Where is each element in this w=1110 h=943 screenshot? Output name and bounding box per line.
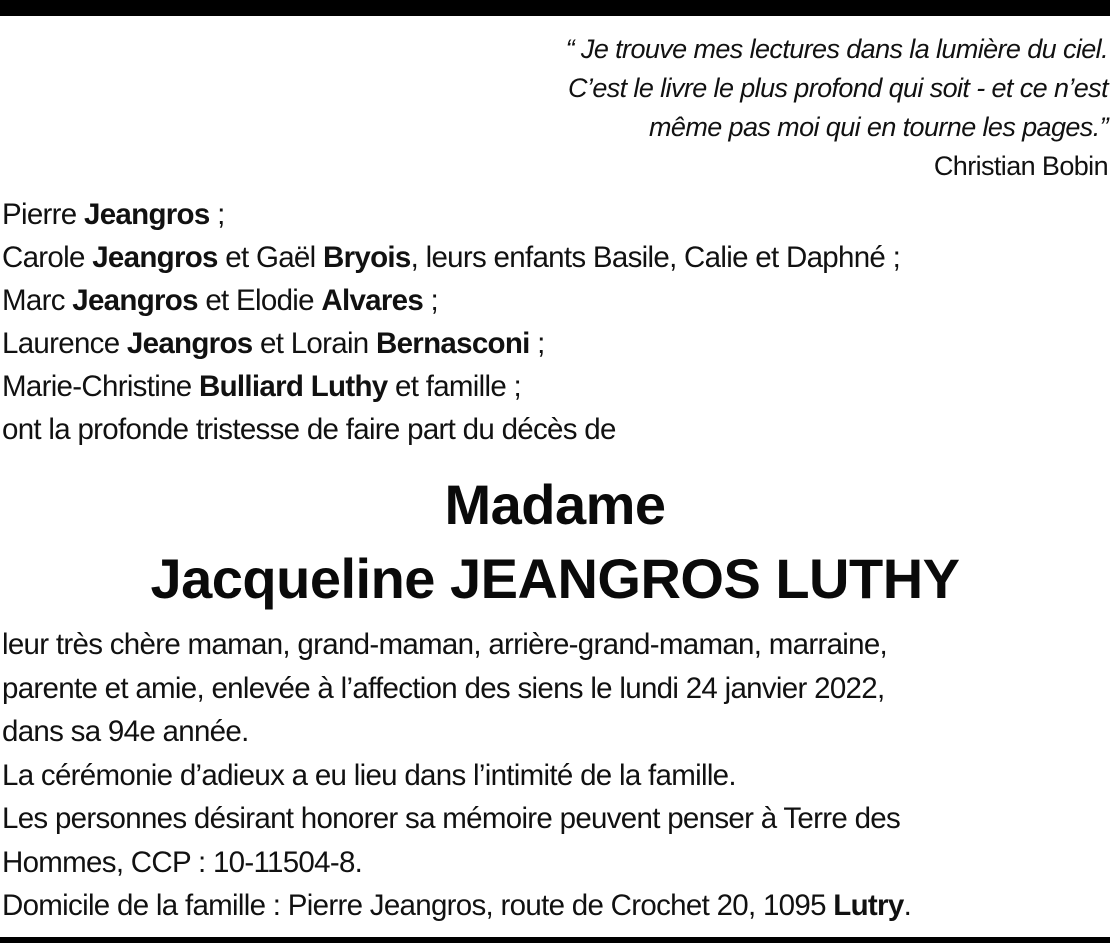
children-text: , leurs enfants Basile, Calie et Daphné ; (410, 241, 901, 274)
family-line (2, 279, 1102, 322)
connector-text: et Elodie (197, 284, 322, 317)
bottom-rule (0, 937, 1110, 943)
family-line (2, 365, 1102, 408)
surname: Jeangros (72, 284, 198, 317)
given-name: Pierre (2, 198, 84, 231)
family-line (2, 193, 1102, 236)
quote-line: même pas moi qui en tourne les pages.” (649, 112, 1108, 142)
family-line (2, 322, 1102, 365)
quote-author: Christian Bobin (933, 151, 1108, 181)
donation-line: Les personnes désirant honorer sa mémoire peuvent penser à Terre des (2, 802, 901, 835)
deceased-heading (0, 468, 1110, 616)
body-line: dans sa 94e année. (2, 715, 249, 748)
announcement-line: ont la profonde tristesse de faire part du décès de (2, 413, 616, 446)
surname: Jeangros (84, 198, 210, 231)
deceased-title: Madame (444, 473, 666, 536)
connector-text: et famille ; (387, 370, 522, 403)
epigraph-quote (348, 30, 1108, 186)
donation-account-line: Hommes, CCP : 10-11504-8. (2, 845, 363, 879)
ceremony-line: La cérémonie d’adieux a eu lieu dans l’intimité de la famille. (2, 758, 736, 792)
surname: Alvares (321, 284, 424, 317)
given-name: Carole (2, 241, 93, 274)
top-rule (0, 0, 1110, 16)
quote-line: C’est le livre le plus profond qui soit - et ce n’est (568, 73, 1108, 103)
given-name: Marc (2, 284, 73, 317)
family-line (2, 236, 1102, 279)
surname: Bryois (323, 241, 411, 274)
deceased-name: Jacqueline JEANGROS LUTHY (150, 547, 960, 610)
body-line: leur très chère maman, grand-maman, arrière-grand-maman, marraine, (2, 628, 888, 661)
punctuation: ; (423, 284, 439, 317)
connector-text: et Lorain (252, 327, 376, 360)
connector-text: et Gaël (217, 241, 323, 274)
surname: Jeangros (92, 241, 218, 274)
domicile-line (2, 884, 1102, 928)
quote-line: “ Je trouve mes lectures dans la lumière du ciel. (565, 34, 1108, 64)
surname: Bernasconi (376, 327, 530, 360)
body-line: parente et amie, enlevée à l’affection des siens le lundi 24 janvier 2022, (2, 671, 885, 705)
domicile-town: Lutry (833, 889, 904, 922)
domicile-address: Domicile de la famille : Pierre Jeangros, route de Crochet 20, 1095 (2, 889, 834, 922)
given-name: Marie-Christine (2, 370, 199, 403)
obituary-body (2, 623, 1102, 928)
family-announcement (2, 193, 1102, 451)
given-name: Laurence (2, 327, 127, 360)
punctuation: ; (209, 198, 225, 231)
punctuation: ; (529, 327, 545, 360)
surname: Bulliard Luthy (199, 370, 388, 403)
punctuation: . (903, 889, 912, 922)
surname: Jeangros (126, 327, 253, 360)
